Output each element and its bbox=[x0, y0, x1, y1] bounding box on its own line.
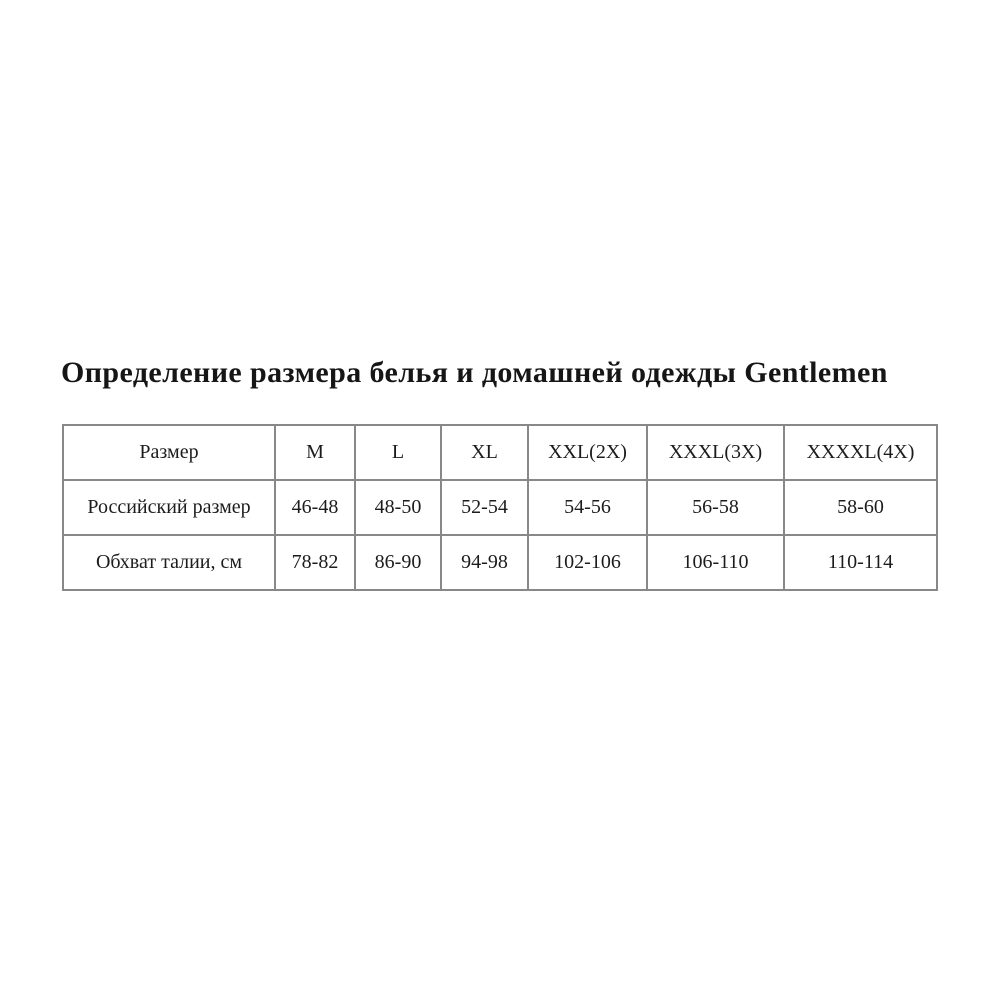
size-value-cell: 58-60 bbox=[784, 480, 937, 535]
column-header-xxxxl: XXXXL(4X) bbox=[784, 425, 937, 480]
page-title: Определение размера белья и домашней одежды Gentlemen bbox=[61, 356, 888, 389]
size-value-cell: 56-58 bbox=[647, 480, 784, 535]
size-value-cell: 106-110 bbox=[647, 535, 784, 590]
table-row-waist bbox=[63, 535, 937, 590]
size-value-cell: 52-54 bbox=[441, 480, 528, 535]
size-value-cell: 86-90 bbox=[355, 535, 441, 590]
column-header-m: M bbox=[275, 425, 355, 480]
column-header-size: Размер bbox=[63, 425, 275, 480]
size-value-cell: 48-50 bbox=[355, 480, 441, 535]
size-value-cell: 110-114 bbox=[784, 535, 937, 590]
column-header-xxl: XXL(2X) bbox=[528, 425, 647, 480]
size-chart-table bbox=[62, 424, 938, 591]
column-header-l: L bbox=[355, 425, 441, 480]
row-label: Обхват талии, см bbox=[63, 535, 275, 590]
table-row-russian-size bbox=[63, 480, 937, 535]
size-value-cell: 78-82 bbox=[275, 535, 355, 590]
row-label: Российский размер bbox=[63, 480, 275, 535]
header-row bbox=[63, 425, 937, 480]
column-header-xl: XL bbox=[441, 425, 528, 480]
size-value-cell: 54-56 bbox=[528, 480, 647, 535]
size-value-cell: 46-48 bbox=[275, 480, 355, 535]
size-value-cell: 102-106 bbox=[528, 535, 647, 590]
column-header-xxxl: XXXL(3X) bbox=[647, 425, 784, 480]
size-value-cell: 94-98 bbox=[441, 535, 528, 590]
